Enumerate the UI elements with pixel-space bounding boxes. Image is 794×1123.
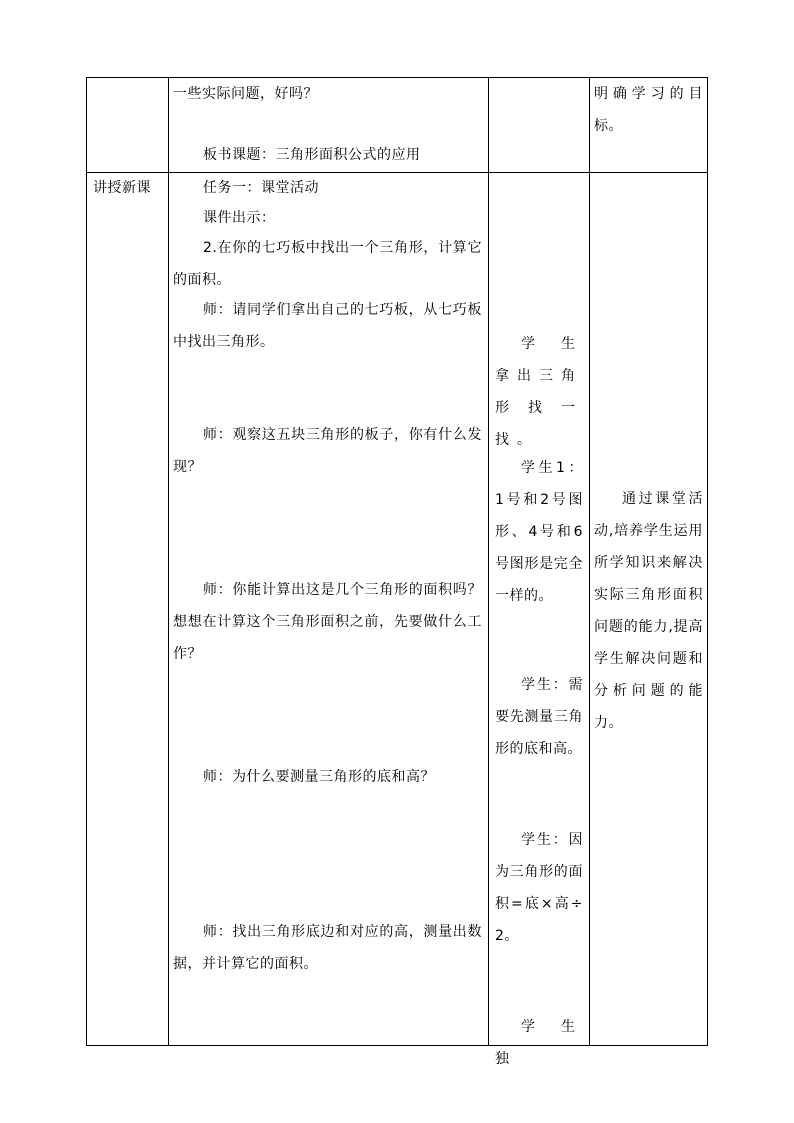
purpose-text: 明确学习的目标。: [594, 86, 703, 134]
student-activity-cell: [489, 78, 590, 173]
lesson-plan-table: [86, 77, 708, 1067]
table-row: [87, 173, 708, 1046]
student-text: 学生拿出三角形找一找。: [495, 336, 583, 448]
teacher-activity-cell: [169, 78, 489, 173]
teacher-text: 课件出示：: [203, 210, 276, 226]
purpose-cell: [590, 78, 708, 173]
stage-cell: [87, 173, 169, 1046]
stage-cell: [87, 78, 169, 173]
table-row: [87, 78, 708, 173]
student-text: 学生独: [495, 1019, 583, 1067]
student-text: 学生：需要先测量三角形的底和高。: [495, 677, 583, 757]
teacher-text: 师：为什么要测量三角形的底和高？: [203, 769, 435, 785]
teacher-text: 师：观察这五块三角形的板子，你有什么发现？: [173, 427, 482, 475]
student-activity-cell: [489, 173, 590, 1067]
teacher-activity-cell: [169, 173, 489, 1046]
teacher-text: 2.在你的七巧板中找出一个三角形，计算它的面积。: [173, 240, 482, 288]
purpose-cell: [590, 173, 708, 1046]
teacher-text: 师：找出三角形底边和对应的高，测量出数据，并计算它的面积。: [173, 924, 482, 972]
student-text: 学生：因为三角形的面积=底×高÷2。: [495, 832, 583, 944]
teacher-text: 任务一：课堂活动: [203, 180, 319, 196]
purpose-text: 通过课堂活动,培养学生运用所学知识来解决实际三角形面积问题的能力,提高学生解决问题和分析问题的能力。: [594, 491, 703, 731]
teacher-text: 板书课题：三角形面积公式的应用: [203, 147, 421, 163]
teacher-text: 师：你能计算出这是几个三角形的面积吗？想想在计算这个三角形面积之前，先要做什么工作？: [173, 582, 482, 662]
teacher-text: 师：请同学们拿出自己的七巧板，从七巧板中找出三角形。: [173, 302, 482, 350]
teacher-text: 一些实际问题，好吗？: [173, 86, 318, 102]
student-text: 学生1：1号和2号图形、4号和6号图形是完全一样的。: [495, 460, 583, 604]
stage-label: 讲授新课: [93, 180, 151, 196]
